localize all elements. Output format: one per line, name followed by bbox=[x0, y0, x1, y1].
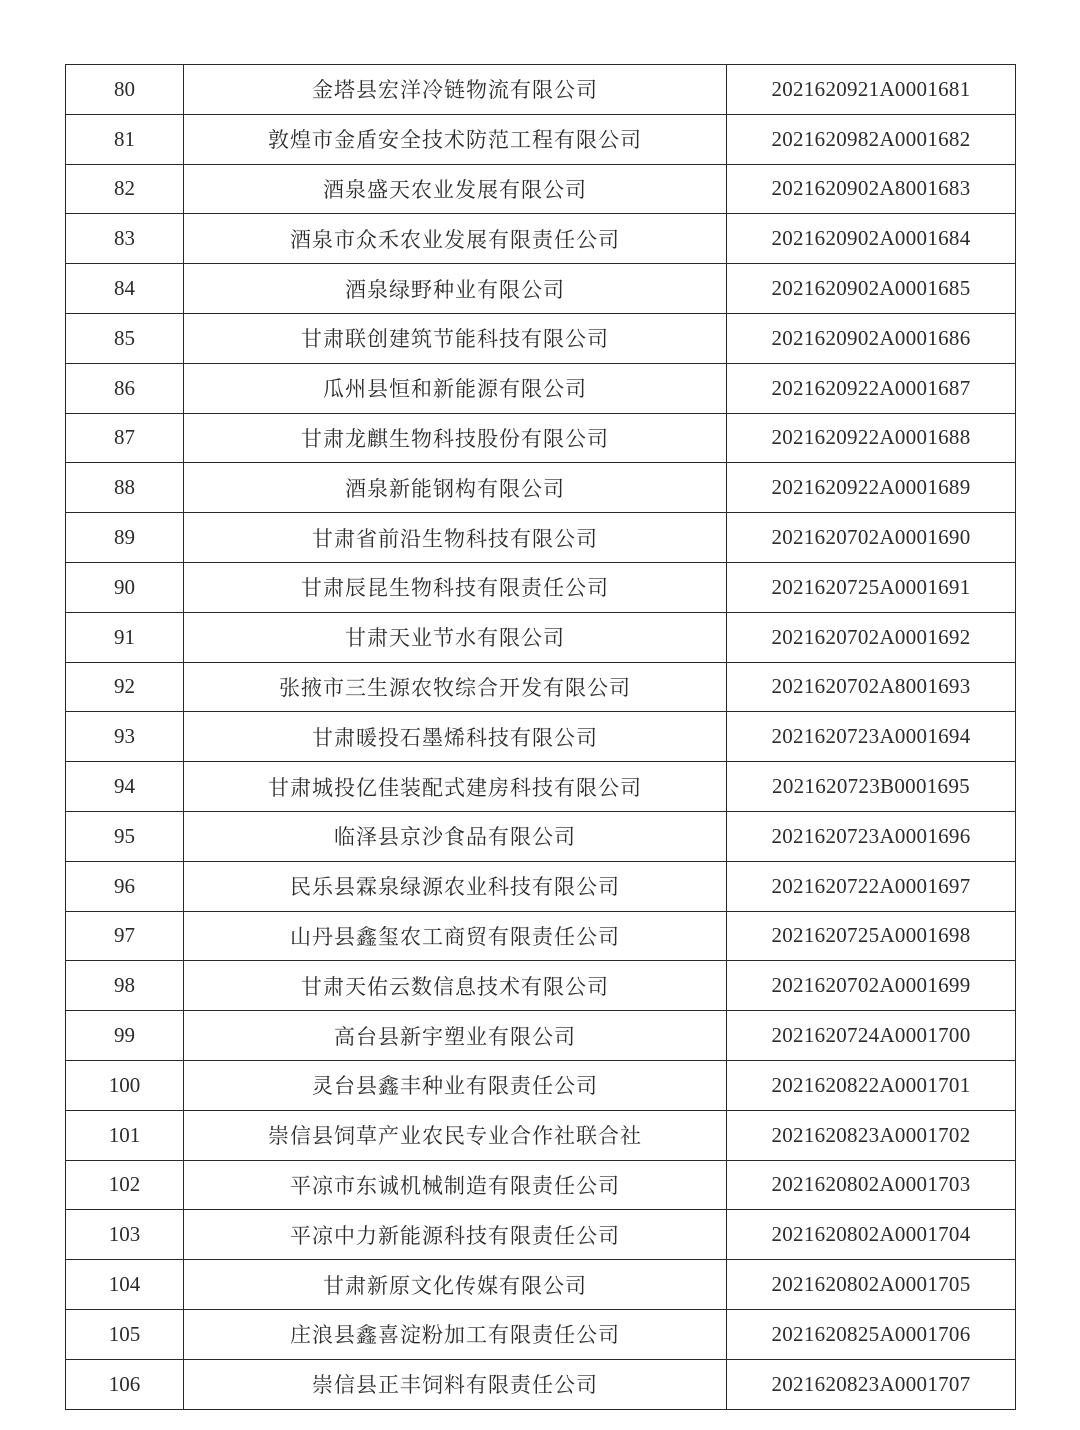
table-row bbox=[66, 65, 1016, 115]
row-number: 105 bbox=[66, 1309, 184, 1359]
registration-code: 2021620722A0001697 bbox=[727, 861, 1016, 911]
registration-code: 2021620802A0001703 bbox=[727, 1160, 1016, 1210]
row-number: 88 bbox=[66, 463, 184, 513]
company-name: 庄浪县鑫喜淀粉加工有限责任公司 bbox=[184, 1309, 727, 1359]
table-row bbox=[66, 513, 1016, 563]
row-number: 83 bbox=[66, 214, 184, 264]
company-name: 甘肃天业节水有限公司 bbox=[184, 612, 727, 662]
row-number: 82 bbox=[66, 164, 184, 214]
company-name: 甘肃暖投石墨烯科技有限公司 bbox=[184, 712, 727, 762]
row-number: 100 bbox=[66, 1060, 184, 1110]
company-name: 临泽县京沙食品有限公司 bbox=[184, 811, 727, 861]
company-name: 甘肃龙麒生物科技股份有限公司 bbox=[184, 413, 727, 463]
company-name: 平凉中力新能源科技有限责任公司 bbox=[184, 1210, 727, 1260]
row-number: 102 bbox=[66, 1160, 184, 1210]
table-row bbox=[66, 1011, 1016, 1061]
table-row bbox=[66, 612, 1016, 662]
table-row bbox=[66, 1160, 1016, 1210]
company-name: 酒泉市众禾农业发展有限责任公司 bbox=[184, 214, 727, 264]
company-name: 甘肃城投亿佳装配式建房科技有限公司 bbox=[184, 762, 727, 812]
row-number: 91 bbox=[66, 612, 184, 662]
registration-code: 2021620902A0001685 bbox=[727, 264, 1016, 314]
row-number: 85 bbox=[66, 313, 184, 363]
company-name: 张掖市三生源农牧综合开发有限公司 bbox=[184, 662, 727, 712]
company-name: 甘肃联创建筑节能科技有限公司 bbox=[184, 313, 727, 363]
row-number: 81 bbox=[66, 114, 184, 164]
row-number: 93 bbox=[66, 712, 184, 762]
company-name: 崇信县正丰饲料有限责任公司 bbox=[184, 1359, 727, 1409]
row-number: 87 bbox=[66, 413, 184, 463]
registration-code: 2021620982A0001682 bbox=[727, 114, 1016, 164]
registration-code: 2021620922A0001689 bbox=[727, 463, 1016, 513]
row-number: 106 bbox=[66, 1359, 184, 1409]
company-name: 酒泉盛天农业发展有限公司 bbox=[184, 164, 727, 214]
table-row bbox=[66, 313, 1016, 363]
registration-code: 2021620902A0001686 bbox=[727, 313, 1016, 363]
registration-code: 2021620723B0001695 bbox=[727, 762, 1016, 812]
company-name: 甘肃省前沿生物科技有限公司 bbox=[184, 513, 727, 563]
registration-code: 2021620702A0001699 bbox=[727, 961, 1016, 1011]
row-number: 84 bbox=[66, 264, 184, 314]
table-row bbox=[66, 1060, 1016, 1110]
registration-code: 2021620823A0001707 bbox=[727, 1359, 1016, 1409]
table-row bbox=[66, 1359, 1016, 1409]
registration-code: 2021620921A0001681 bbox=[727, 65, 1016, 115]
row-number: 104 bbox=[66, 1260, 184, 1310]
company-name: 甘肃辰昆生物科技有限责任公司 bbox=[184, 562, 727, 612]
row-number: 95 bbox=[66, 811, 184, 861]
registration-code: 2021620922A0001687 bbox=[727, 363, 1016, 413]
table-row bbox=[66, 413, 1016, 463]
registration-code: 2021620823A0001702 bbox=[727, 1110, 1016, 1160]
row-number: 99 bbox=[66, 1011, 184, 1061]
table-row bbox=[66, 114, 1016, 164]
registration-code: 2021620725A0001691 bbox=[727, 562, 1016, 612]
table-row bbox=[66, 164, 1016, 214]
enterprise-registry-table bbox=[65, 64, 1016, 1410]
row-number: 96 bbox=[66, 861, 184, 911]
table-row bbox=[66, 811, 1016, 861]
table-row bbox=[66, 1260, 1016, 1310]
table-row bbox=[66, 1210, 1016, 1260]
row-number: 89 bbox=[66, 513, 184, 563]
company-name: 酒泉绿野种业有限公司 bbox=[184, 264, 727, 314]
registration-code: 2021620724A0001700 bbox=[727, 1011, 1016, 1061]
company-name: 崇信县饲草产业农民专业合作社联合社 bbox=[184, 1110, 727, 1160]
table-row bbox=[66, 1309, 1016, 1359]
row-number: 86 bbox=[66, 363, 184, 413]
company-name: 山丹县鑫玺农工商贸有限责任公司 bbox=[184, 911, 727, 961]
row-number: 92 bbox=[66, 662, 184, 712]
company-name: 瓜州县恒和新能源有限公司 bbox=[184, 363, 727, 413]
registration-code: 2021620702A8001693 bbox=[727, 662, 1016, 712]
table-row bbox=[66, 961, 1016, 1011]
registration-code: 2021620723A0001696 bbox=[727, 811, 1016, 861]
table-row bbox=[66, 762, 1016, 812]
row-number: 97 bbox=[66, 911, 184, 961]
company-name: 金塔县宏洋冷链物流有限公司 bbox=[184, 65, 727, 115]
registration-code: 2021620802A0001705 bbox=[727, 1260, 1016, 1310]
registration-code: 2021620825A0001706 bbox=[727, 1309, 1016, 1359]
row-number: 101 bbox=[66, 1110, 184, 1160]
registration-code: 2021620922A0001688 bbox=[727, 413, 1016, 463]
company-name: 敦煌市金盾安全技术防范工程有限公司 bbox=[184, 114, 727, 164]
row-number: 80 bbox=[66, 65, 184, 115]
table-row bbox=[66, 911, 1016, 961]
row-number: 98 bbox=[66, 961, 184, 1011]
row-number: 90 bbox=[66, 562, 184, 612]
registration-code: 2021620725A0001698 bbox=[727, 911, 1016, 961]
registration-code: 2021620902A8001683 bbox=[727, 164, 1016, 214]
table-row bbox=[66, 712, 1016, 762]
company-name: 甘肃新原文化传媒有限公司 bbox=[184, 1260, 727, 1310]
table-row bbox=[66, 463, 1016, 513]
registration-code: 2021620802A0001704 bbox=[727, 1210, 1016, 1260]
company-name: 甘肃天佑云数信息技术有限公司 bbox=[184, 961, 727, 1011]
table-row bbox=[66, 264, 1016, 314]
registration-code: 2021620702A0001690 bbox=[727, 513, 1016, 563]
table-row bbox=[66, 562, 1016, 612]
table-body bbox=[66, 65, 1016, 1410]
company-name: 平凉市东诚机械制造有限责任公司 bbox=[184, 1160, 727, 1210]
company-name: 民乐县霖泉绿源农业科技有限公司 bbox=[184, 861, 727, 911]
row-number: 103 bbox=[66, 1210, 184, 1260]
table-row bbox=[66, 214, 1016, 264]
table-row bbox=[66, 1110, 1016, 1160]
company-name: 酒泉新能钢构有限公司 bbox=[184, 463, 727, 513]
registration-code: 2021620902A0001684 bbox=[727, 214, 1016, 264]
registration-code: 2021620723A0001694 bbox=[727, 712, 1016, 762]
company-name: 高台县新宇塑业有限公司 bbox=[184, 1011, 727, 1061]
company-name: 灵台县鑫丰种业有限责任公司 bbox=[184, 1060, 727, 1110]
table-row bbox=[66, 363, 1016, 413]
registration-code: 2021620702A0001692 bbox=[727, 612, 1016, 662]
row-number: 94 bbox=[66, 762, 184, 812]
registration-code: 2021620822A0001701 bbox=[727, 1060, 1016, 1110]
table-row bbox=[66, 861, 1016, 911]
table-row bbox=[66, 662, 1016, 712]
